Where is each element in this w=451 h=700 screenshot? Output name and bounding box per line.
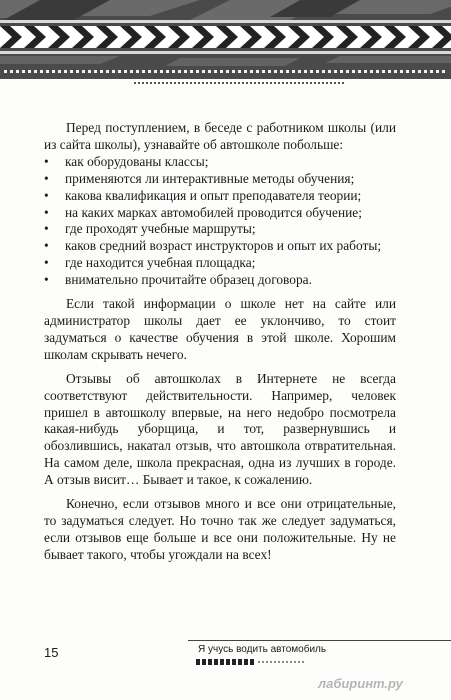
footer-stripe <box>196 658 346 666</box>
bullet-list <box>44 154 396 289</box>
header-decoration <box>0 0 451 92</box>
footer-rule <box>188 640 451 641</box>
page-number: 15 <box>44 645 59 660</box>
list-item: • где проходят учебные маршруты; <box>44 221 396 238</box>
list-item: • применяются ли интерактивные методы обучения; <box>44 171 396 188</box>
paragraph: Если такой информации о школе нет на сайте или администратор школы дает ее уклончиво, то стоит задуматься о качестве обучения в этой школе. Хорошим школам скрывать нечего. <box>44 296 396 362</box>
list-item: • каков средний возраст инструкторов и опыт их работы; <box>44 238 396 255</box>
list-item: • как оборудованы классы; <box>44 154 396 171</box>
list-item: • внимательно прочитайте образец договора. <box>44 272 396 289</box>
list-item: • какова квалификация и опыт преподавателя теории; <box>44 188 396 205</box>
paragraph: Перед поступлением, в беседе с работником школы (или из сайта школы), узнавайте об автошколе побольше: <box>44 120 396 152</box>
paragraph: Конечно, если отзывов много и все они отрицательные, то задуматься следует. Но точно так же следует задуматься, если отзывов еще больше и все они положительные. Ну не бывает такого, чтобы угождали на всех! <box>44 496 396 562</box>
list-item: • где находится учебная площадка; <box>44 255 396 272</box>
running-title: Я учусь водить автомобиль <box>198 644 327 655</box>
list-item: • на каких марках автомобилей проводится обучение; <box>44 205 396 222</box>
watermark: лабиринт.ру <box>318 676 403 691</box>
paragraph: Отзывы об автошколах в Интернете не всегда соответствуют действительности. Например, человек пришел в автошколу впервые, на него недобро посмотрела какая-нибудь уборщица, и тот, развернувшись и обозлившись, накатал отзыв, что автошкола отвратительная. На самом деле, школа прекрасная, одна из лучших в городе. А отзыв висит… Бывает и такое, к сожалению. <box>44 370 396 488</box>
page-body <box>44 120 396 564</box>
